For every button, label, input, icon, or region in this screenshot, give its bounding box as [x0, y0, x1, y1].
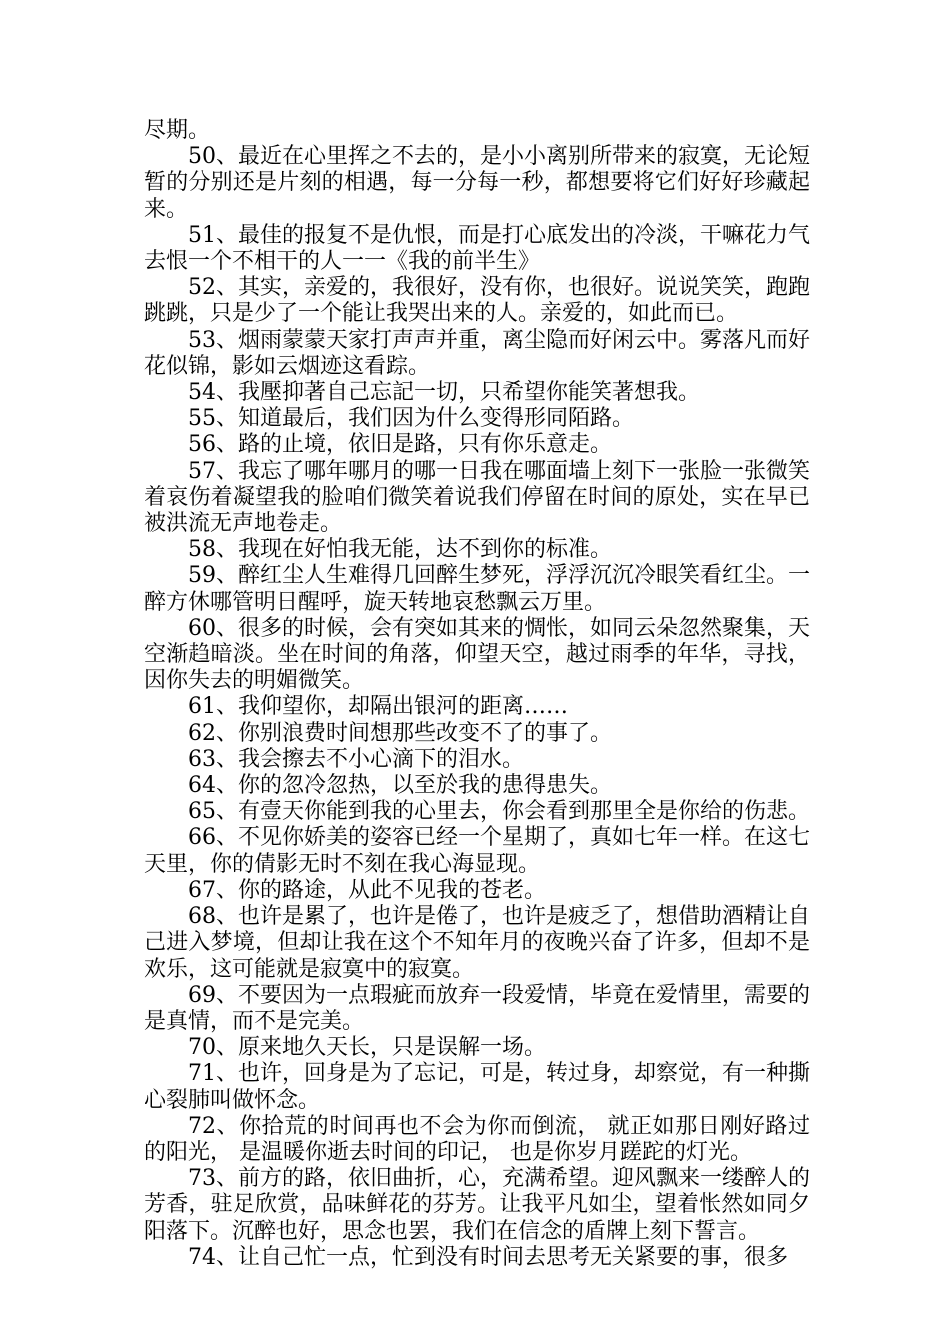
paragraph-60: 60、很多的时候，会有突如其来的惆怅，如同云朵忽然聚集，天空渐趋暗淡。坐在时间的角落，仰望天空，越过雨季的年华，寻找，因你失去的明媚微笑。 — [144, 615, 810, 694]
paragraph-continuation: 尽期。 — [144, 118, 211, 143]
paragraph-68: 68、也许是累了，也许是倦了，也许是疲乏了，想借助酒精让自己进入梦境，但却让我在这个不知年月的夜晚兴奋了许多，但却不是欢乐，这可能就是寂寞中的寂寞。 — [144, 904, 810, 982]
paragraph-67: 67、你的路途，从此不见我的苍老。 — [188, 877, 546, 903]
paragraph-66: 66、不见你娇美的姿容已经一个星期了，真如七年一样。在这七天里，你的倩影无时不刻在我心海显现。 — [144, 825, 810, 877]
paragraph-53: 53、烟雨蒙蒙天家打声声并重，离尘隐而好闲云中。雾落凡而好花似锦，影如云烟迹这看踪。 — [144, 327, 810, 379]
paragraph-57: 57、我忘了哪年哪月的哪一日我在哪面墙上刻下一张脸一张微笑着哀伤着凝望我的脸咱们微笑着说我们停留在时间的原处，实在早已被洪流无声地卷走。 — [144, 458, 810, 537]
paragraph-61: 61、我仰望你，却隔出银河的距离…… — [188, 694, 568, 720]
paragraph-70: 70、原来地久天长，只是误解一场。 — [188, 1035, 546, 1061]
paragraph-52: 52、其实，亲爱的，我很好，没有你，也很好。说说笑笑，跑跑跳跳，只是少了一个能让我哭出来的人。亲爱的，如此而已。 — [144, 275, 810, 327]
paragraph-51: 51、最佳的报复不是仇恨，而是打心底发出的冷淡，干嘛花力气去恨一个不相干的人一一《我的前半生》 — [144, 222, 810, 275]
paragraph-58: 58、我现在好怕我无能，达不到你的标准。 — [188, 537, 612, 563]
paragraph-59: 59、醉红尘人生难得几回醉生梦死，浮浮沉沉冷眼笑看红尘。一醉方休哪管明日醒呼，旋天转地哀愁飘云万里。 — [144, 563, 810, 615]
paragraph-74: 74、让自己忙一点，忙到没有时间去思考无关紧要的事，很多 — [188, 1244, 788, 1270]
paragraph-71: 71、也许，回身是为了忘记，可是，转过身，却察觉，有一种撕心裂肺叫做怀念。 — [144, 1061, 810, 1113]
paragraph-69: 69、不要因为一点瑕疵而放弃一段爱情，毕竟在爱情里，需要的是真情，而不是完美。 — [144, 982, 810, 1034]
paragraph-62: 62、你别浪费时间想那些改变不了的事了。 — [188, 720, 612, 746]
paragraph-55: 55、知道最后，我们因为什么变得形同陌路。 — [188, 406, 634, 432]
paragraph-73: 73、前方的路，依旧曲折，心，充满希望。迎风飘来一缕醉人的芳香，驻足欣赏，品味鲜花的芬芳。让我平凡如尘，望着怅然如同夕阳落下。沉醉也好，思念也罢，我们在信念的盾牌上刻下誓言。 — [144, 1166, 810, 1244]
paragraph-64: 64、你的忽冷忽热，以至於我的患得患失。 — [188, 773, 612, 799]
paragraph-54: 54、我壓抑著自己忘記一切，只希望你能笑著想我。 — [188, 380, 700, 406]
paragraph-72: 72、你拾荒的时间再也不会为你而倒流， 就正如那日刚好路过的阳光， 是温暖你逝去时间的印记， 也是你岁月蹉跎的灯光。 — [144, 1113, 810, 1165]
paragraph-63: 63、我会擦去不小心滴下的泪水。 — [188, 746, 524, 772]
paragraph-65: 65、有壹天你能到我的心里去，你会看到那里全是你给的伤悲。 — [188, 799, 810, 825]
document-page — [144, 118, 810, 1271]
paragraph-56: 56、路的止境，依旧是路，只有你乐意走。 — [188, 432, 612, 458]
paragraph-50: 50、最近在心里挥之不去的，是小小离别所带来的寂寞，无论短暂的分别还是片刻的相遇，每一分每一秒，都想要将它们好好珍藏起来。 — [144, 144, 810, 222]
